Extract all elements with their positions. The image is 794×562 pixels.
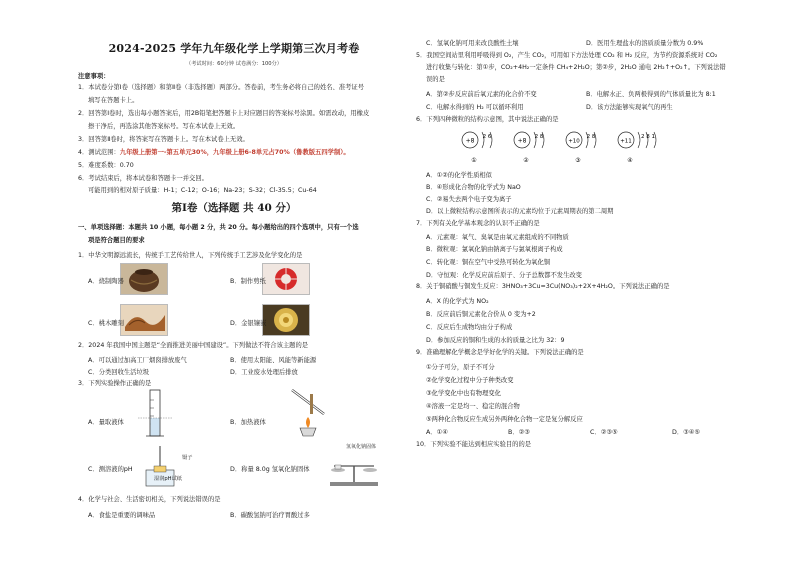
- q4-option-d[interactable]: D．医用生理盐水的溶质质量分数为 0.9%: [586, 40, 704, 47]
- q6-option-c[interactable]: C．②易失去两个电子变为离子: [426, 196, 512, 203]
- q8-option-d[interactable]: D．参加反应的铜和生成的水的质量之比为 32：9: [426, 337, 565, 344]
- question-9: 9．准确理解化学概念是学好化学的关键。下列说法正确的是: [416, 349, 584, 356]
- graduated-cylinder-icon: [138, 388, 172, 440]
- q9-option-d[interactable]: D．③④⑤: [672, 429, 701, 436]
- q1-option-c[interactable]: C．桃木雕刻: [88, 320, 124, 327]
- q2-option-d[interactable]: D．工业废水处理后排放: [230, 369, 298, 376]
- q9-option-b[interactable]: B．②③: [508, 429, 530, 436]
- electron-shells: 2 8 1: [641, 134, 655, 140]
- q4-option-b[interactable]: B．碳酸氢钠可治疗胃酸过多: [230, 512, 310, 519]
- atom-diagram: [462, 132, 492, 164]
- pottery-image: [120, 263, 168, 295]
- heating-liquid-icon: [286, 384, 330, 440]
- q7-option-b[interactable]: B．微粒观：氯氧化钠由钠离子与氯氧根离子构成: [426, 246, 563, 253]
- note-line: 3．回答第Ⅱ卷时，将答案写在答题卡上。写在本试卷上无效。: [78, 136, 249, 143]
- q3-option-a[interactable]: A．量取液体: [88, 419, 124, 426]
- q9-option-a[interactable]: A．①④: [426, 429, 448, 436]
- q9-statement: ⑤两种化合物反应生成另外两种化合物一定是复分解反应: [426, 416, 583, 423]
- q5-option-b[interactable]: B．电解水正、负两极得到的气体质量比为 8:1: [586, 91, 716, 98]
- atom-number: ③: [575, 157, 581, 164]
- q6-option-b[interactable]: B．④形成化合物的化学式为 NaO: [426, 184, 521, 191]
- right-column: [416, 0, 754, 562]
- question-7: 7．下列有关化学基本观念的认识不正确的是: [416, 220, 540, 227]
- atom-diagram: [514, 132, 544, 164]
- atom-diagram: [618, 132, 656, 164]
- atom-diagram: [566, 132, 596, 164]
- question-3: 3．下列实验操作正确的是: [78, 380, 152, 387]
- tweezers-label: 镊子: [182, 455, 193, 461]
- section-intro: 一、单项选择题：本题共 10 小题，每小题 2 分，共 20 分。每小题给出的四个选项中，只有一个选: [78, 224, 359, 231]
- q4-option-c[interactable]: C．氢氧化钠可用来改良酸性土壤: [426, 40, 519, 47]
- electron-shells: 2 8: [586, 134, 596, 140]
- note-line: 4．测试范围：九年级上册第一-第五单元30%，九年级上册6-8单元占70%（鲁教版五四学制）。: [78, 149, 350, 156]
- q1-option-b[interactable]: B．制作剪纸: [230, 278, 266, 285]
- q2-option-a[interactable]: A．可以通过加高工厂烟囱排放废气: [88, 357, 187, 364]
- atomic-masses: 可能用到的相对原子质量：H-1；C-12；O-16；Na-23；S-32；Cl-35.5；Cu-64: [88, 187, 317, 194]
- ph-paper-label: 湿润pH试纸: [154, 476, 182, 482]
- atom-number: ④: [627, 157, 633, 164]
- atom-number: ②: [523, 157, 529, 164]
- scope-highlight: 九年级上册第一-第五单元30%，九年级上册6-8单元占70%（鲁教版五四学制）。: [119, 149, 350, 156]
- q8-option-a[interactable]: A．X 的化学式为 NO₂: [426, 298, 489, 305]
- note-line: 6．考试结束后，将本试卷和答题卡一并交回。: [78, 175, 208, 182]
- nucleus-charge: +8: [465, 137, 475, 145]
- q1-option-a[interactable]: A．烧制陶器: [88, 278, 124, 285]
- question-4: 4．化学与社会、生活密切相关，下列说法错误的是: [78, 496, 221, 503]
- ph-test-icon: [140, 444, 180, 490]
- q5-option-c[interactable]: C．电解水得到的 H₂ 可以循环利用: [426, 104, 524, 111]
- q7-option-c[interactable]: C．转化观：铜在空气中受热可转化为氧化铜: [426, 259, 551, 266]
- q9-statement: ③化学变化中也有物理变化: [426, 390, 501, 397]
- question-1: 1．中华文明源远流长，传统手工艺传给世人，下列传统手工艺涉及化学变化的是: [78, 252, 303, 259]
- q3-option-b[interactable]: B．加热液体: [230, 419, 266, 426]
- q3-option-c[interactable]: C．测溶液的pH: [88, 466, 133, 473]
- gold-inlay-image: [262, 304, 310, 336]
- nucleus-charge: +10: [568, 138, 580, 145]
- q7-option-a[interactable]: A．元素观：氧气、臭氧是由氧元素组成的不同物质: [426, 234, 569, 241]
- q3-option-d[interactable]: D．称量 8.0g 氢氧化钠固体: [230, 466, 310, 473]
- question-5-cont: 进行收集与转化：第①步，CO₂+4H₂一定条件 CH₄+2H₂O；第②步，2H₂O 通电 2H₂↑+O₂↑。下列说法错: [426, 64, 726, 71]
- question-10: 10．下列实验不能达到相应实验目的的是: [416, 441, 532, 448]
- page-title: 2024-2025 学年九年级化学上学期第三次月考卷: [108, 42, 360, 55]
- question-5: 5．我国空间站里利用呼吸得到 O₂，产生 CO₂，可用如下方法处理 CO₂ 和 H₂ 反应，为节约资源系统对 CO₂: [416, 52, 718, 59]
- q6-option-a[interactable]: A．①②的化学性质相似: [426, 172, 492, 179]
- section-intro: 项是符合题目的要求: [88, 237, 145, 244]
- left-column: [78, 0, 390, 562]
- nucleus-charge: +11: [620, 138, 632, 145]
- electron-shells: 2 6: [482, 134, 492, 140]
- notes-heading: 注意事项：: [78, 73, 110, 80]
- atom-structure-diagrams: [456, 126, 666, 166]
- nucleus-charge: +8: [517, 137, 527, 145]
- question-6: 6．下列四种微粒的结构示意图，其中说法正确的是: [416, 116, 559, 123]
- q9-statement: ④溶液一定是均一、稳定的混合物: [426, 403, 520, 410]
- q5-option-d[interactable]: D．该方法能够实现氧气的再生: [586, 104, 673, 111]
- q1-option-d[interactable]: D．金银镶嵌: [230, 320, 267, 327]
- q8-option-b[interactable]: B．反应前后铜元素化合价从 0 变为+2: [426, 311, 536, 318]
- note-line: 填写在答题卡上。: [88, 97, 139, 104]
- q6-option-d[interactable]: D．以上微粒结构示意图所表示的元素均位于元素周期表的第二周期: [426, 208, 614, 215]
- q9-option-c[interactable]: C．②③⑤: [590, 429, 618, 436]
- question-2: 2．2024 年我国中国主题是“全面推进美丽中国建设”。下列做法不符合该主题的是: [78, 342, 309, 349]
- q9-statement: ②化学变化过程中分子种类改变: [426, 377, 514, 384]
- note-line: 2．回答第Ⅰ卷时，选出每小题答案后，用2B铅笔把答题卡上对应题目的答案标号涂黑。如需改动，用橡皮: [78, 110, 370, 117]
- wood-carving-image: [120, 304, 168, 336]
- q4-option-a[interactable]: A．食盐是重要的调味品: [88, 512, 156, 519]
- q2-option-c[interactable]: C．分类回收生活垃圾: [88, 369, 150, 376]
- electron-shells: 2 8: [534, 134, 544, 140]
- balance-scale-icon: [326, 452, 382, 488]
- exam-subtitle: （考试时间：60分钟 试卷满分：100分）: [186, 61, 282, 67]
- paper-cutting-image: [262, 263, 310, 295]
- note-line: 擦干净后，再选涂其他答案标号。写在本试卷上无效。: [88, 123, 240, 130]
- q9-statement: ①分子可分，原子不可分: [426, 364, 495, 371]
- question-8: 8．关于铜硝酸与铜发生反应：3HNO₃+3Cu=3Cu(NO₃)₂+2X+4H₂O。下列说法正确的是: [416, 283, 670, 290]
- note-line: 5．难度系数：0.70: [78, 162, 134, 169]
- q8-option-c[interactable]: C．反应后生成物均由分子构成: [426, 324, 513, 331]
- section-title: 第Ⅰ卷（选择题 共 40 分）: [171, 202, 297, 214]
- q2-option-b[interactable]: B．使用太阳能、风能等新能源: [230, 357, 317, 364]
- q7-option-d[interactable]: D．守恒观：化学反应前后原子、分子总数都不发生改变: [426, 272, 582, 279]
- atom-number: ①: [471, 157, 477, 164]
- q5-option-a[interactable]: A．第②步反应前后氧元素的化合价不变: [426, 91, 537, 98]
- note-line: 1．本试卷分第Ⅰ卷（选择题）和第Ⅱ卷（非选择题）两部分。答卷前，考生务必将自己的姓名、准考证号: [78, 84, 365, 91]
- naoh-label: 氢氧化钠固体: [346, 444, 377, 450]
- question-5-cont: 误的是: [426, 76, 445, 83]
